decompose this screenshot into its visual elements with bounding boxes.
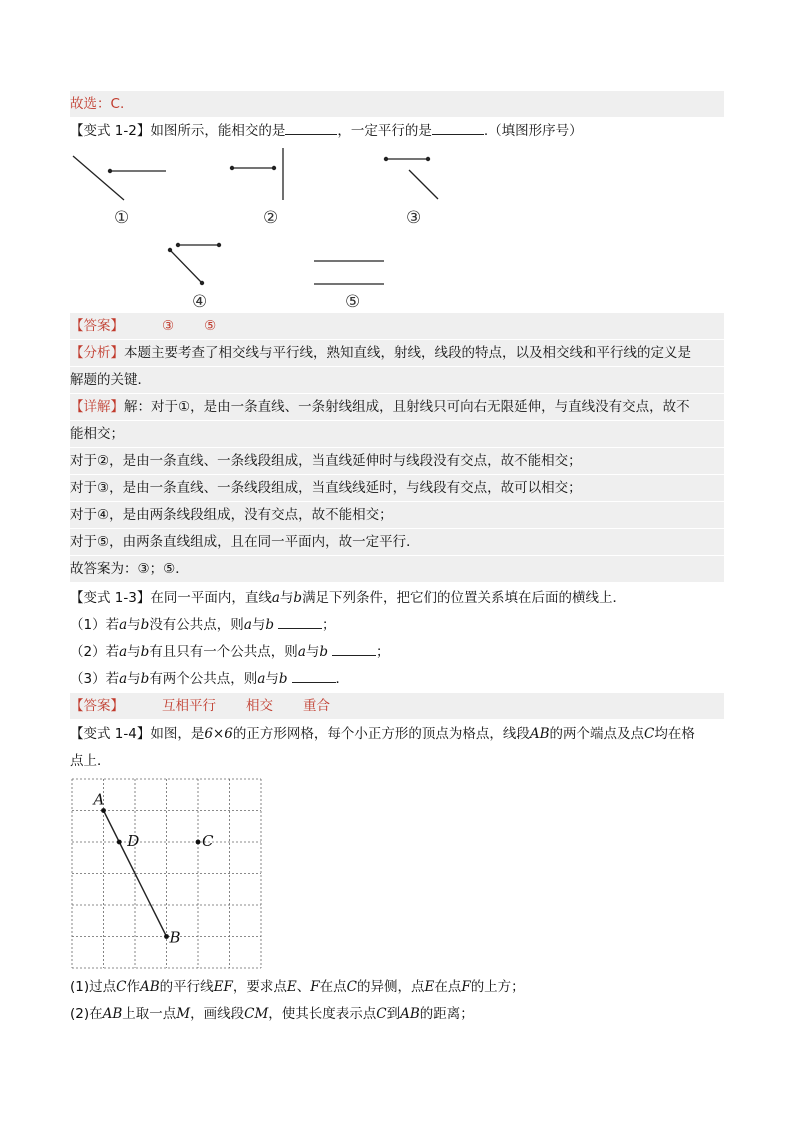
item-text: ； <box>376 644 390 660</box>
detail-tag: 【详解】 <box>70 399 124 415</box>
var-a: a <box>243 617 252 633</box>
item-text: 没有公共点，则 <box>149 617 244 633</box>
question-1-4-sub-1 <box>70 974 724 1000</box>
item-text: （3）若 <box>70 671 120 687</box>
question-text: 在同一平面内，直线 <box>150 590 272 606</box>
var-F: F <box>310 979 320 995</box>
detail-text: 对于②，是由一条直线、一条线段组成，当直线延伸时与线段没有交点，故不能相交； <box>70 453 582 469</box>
item-text: （1）若 <box>70 617 120 633</box>
detail-text: 对于④，是由两条线段组成，没有交点，故不能相交； <box>70 507 393 523</box>
point-D <box>117 840 122 845</box>
item-text: 有两个公共点，则 <box>149 671 258 687</box>
answer-value: ③ <box>162 318 175 334</box>
answer-tag: 【答案】 <box>70 318 124 334</box>
sub-text: 作 <box>126 979 140 995</box>
var-b: b <box>140 671 150 687</box>
question-text: 点上． <box>70 753 111 769</box>
analysis-text: 解题的关键． <box>70 372 151 388</box>
label-B: B <box>169 928 181 947</box>
fig2-label: ② <box>263 208 279 228</box>
sub-text: (2)在 <box>70 1006 103 1022</box>
sub-text: ，要求点 <box>232 979 287 995</box>
point-B <box>164 934 169 939</box>
question-1-4-sub-2 <box>70 1001 724 1027</box>
item-text: 与 <box>265 671 279 687</box>
var-AB: AB <box>400 1006 420 1022</box>
sub-text: 的上方； <box>470 979 525 995</box>
question-text: 与 <box>279 590 294 606</box>
var-AB: AB <box>139 979 160 995</box>
answer-value: 相交 <box>246 698 273 714</box>
var-C: C <box>346 979 357 995</box>
sub-text: 在点 <box>319 979 347 995</box>
detail-text: 对于③，是由一条直线、一条线段组成，当直线线延时，与线段有交点，故可以相交； <box>70 480 582 496</box>
var-AB: AB <box>529 726 550 742</box>
question-tag: 【变式 1-2】 <box>70 123 151 139</box>
point-A <box>101 808 106 813</box>
var-E: E <box>286 979 297 995</box>
grid-size: 6×6 <box>204 726 233 742</box>
item-text: 与 <box>127 671 141 687</box>
prev-answer-label: 故选： <box>70 96 111 112</box>
point-C <box>196 840 201 845</box>
sub-text: (1)过点 <box>70 979 117 995</box>
var-a: a <box>271 590 280 606</box>
item-text: ； <box>322 617 336 633</box>
var-a: a <box>257 671 266 687</box>
var-M: M <box>176 1006 191 1022</box>
var-CM: CM <box>244 1006 269 1022</box>
sub-text: 的距离； <box>419 1006 474 1022</box>
sub-text: 在点 <box>434 979 462 995</box>
question-text: ，一定平行的是 <box>337 123 432 139</box>
answer-value: 互相平行 <box>162 698 216 714</box>
question-text: 如图所示，能相交的是 <box>150 123 286 139</box>
label-A: A <box>93 790 105 809</box>
var-C: C <box>116 979 127 995</box>
var-C: C <box>376 1006 387 1022</box>
item-text: ． <box>335 671 350 687</box>
var-F: F <box>461 979 471 995</box>
fig5-label: ⑤ <box>345 292 361 312</box>
sub-text: 到 <box>386 1006 401 1022</box>
var-E: E <box>424 979 435 995</box>
detail-text: 对于⑤，由两条直线组成，且在同一平面内，故一定平行． <box>70 534 420 550</box>
sub-text: 、 <box>296 979 311 995</box>
question-text: 的两个端点及点 <box>549 726 645 742</box>
var-EF: EF <box>213 979 233 995</box>
answer-tag: 【答案】 <box>70 698 124 714</box>
prev-answer-value: C <box>110 96 120 112</box>
analysis-tag: 【分析】 <box>70 345 124 361</box>
item-text: 与 <box>251 617 266 633</box>
question-text: 如图，是 <box>150 726 205 742</box>
var-b: b <box>140 644 150 660</box>
var-a: a <box>119 671 128 687</box>
analysis-text: 本题主要考查了相交线与平行线，熟知直线，射线，线段的特点，以及相交线和平行线的定义是 <box>124 345 691 361</box>
var-b: b <box>319 644 329 660</box>
var-C: C <box>644 726 655 742</box>
fig4-label: ④ <box>192 292 208 312</box>
var-a: a <box>119 617 128 633</box>
sub-text: 的平行线 <box>159 979 214 995</box>
answer-value: ⑤ <box>204 318 217 334</box>
prev-answer-end: . <box>119 96 125 112</box>
question-text: 满足下列条件，把它们的位置关系填在后面的横线上． <box>302 590 627 606</box>
var-b: b <box>265 617 275 633</box>
item-text: （2）若 <box>70 644 120 660</box>
item-text: 与 <box>127 617 141 633</box>
fig1-label: ① <box>114 208 130 228</box>
item-text: 有且只有一个公共点，则 <box>149 644 298 660</box>
question-text: .（填图形序号） <box>483 123 583 139</box>
var-b: b <box>293 590 303 606</box>
question-tag: 【变式 1-4】 <box>70 726 151 742</box>
answer-value: 重合 <box>303 698 330 714</box>
item-text: 与 <box>305 644 320 660</box>
sub-text: ，使其长度表示点 <box>268 1006 377 1022</box>
detail-text: 能相交； <box>70 426 124 442</box>
label-D: D <box>127 832 140 850</box>
label-C: C <box>202 832 214 850</box>
sub-text: 的异侧，点 <box>356 979 425 995</box>
sub-text: 上取一点 <box>122 1006 177 1022</box>
var-b: b <box>140 617 150 633</box>
sub-text: ，画线段 <box>190 1006 245 1022</box>
question-text: 的正方形网格，每个小正方形的顶点为格点，线段 <box>232 726 530 742</box>
question-text: 均在格 <box>654 726 695 742</box>
var-b: b <box>278 671 288 687</box>
var-a: a <box>119 644 128 660</box>
detail-text: 解：对于①，是由一条直线、一条射线组成，且射线只可向右无限延伸，与直线没有交点，故不 <box>124 399 690 415</box>
var-a: a <box>297 644 306 660</box>
item-text: 与 <box>127 644 141 660</box>
conclusion-text: 故答案为：③；⑤． <box>70 561 189 577</box>
fig3-label: ③ <box>406 208 422 228</box>
question-tag: 【变式 1-3】 <box>70 590 151 606</box>
var-AB: AB <box>102 1006 123 1022</box>
